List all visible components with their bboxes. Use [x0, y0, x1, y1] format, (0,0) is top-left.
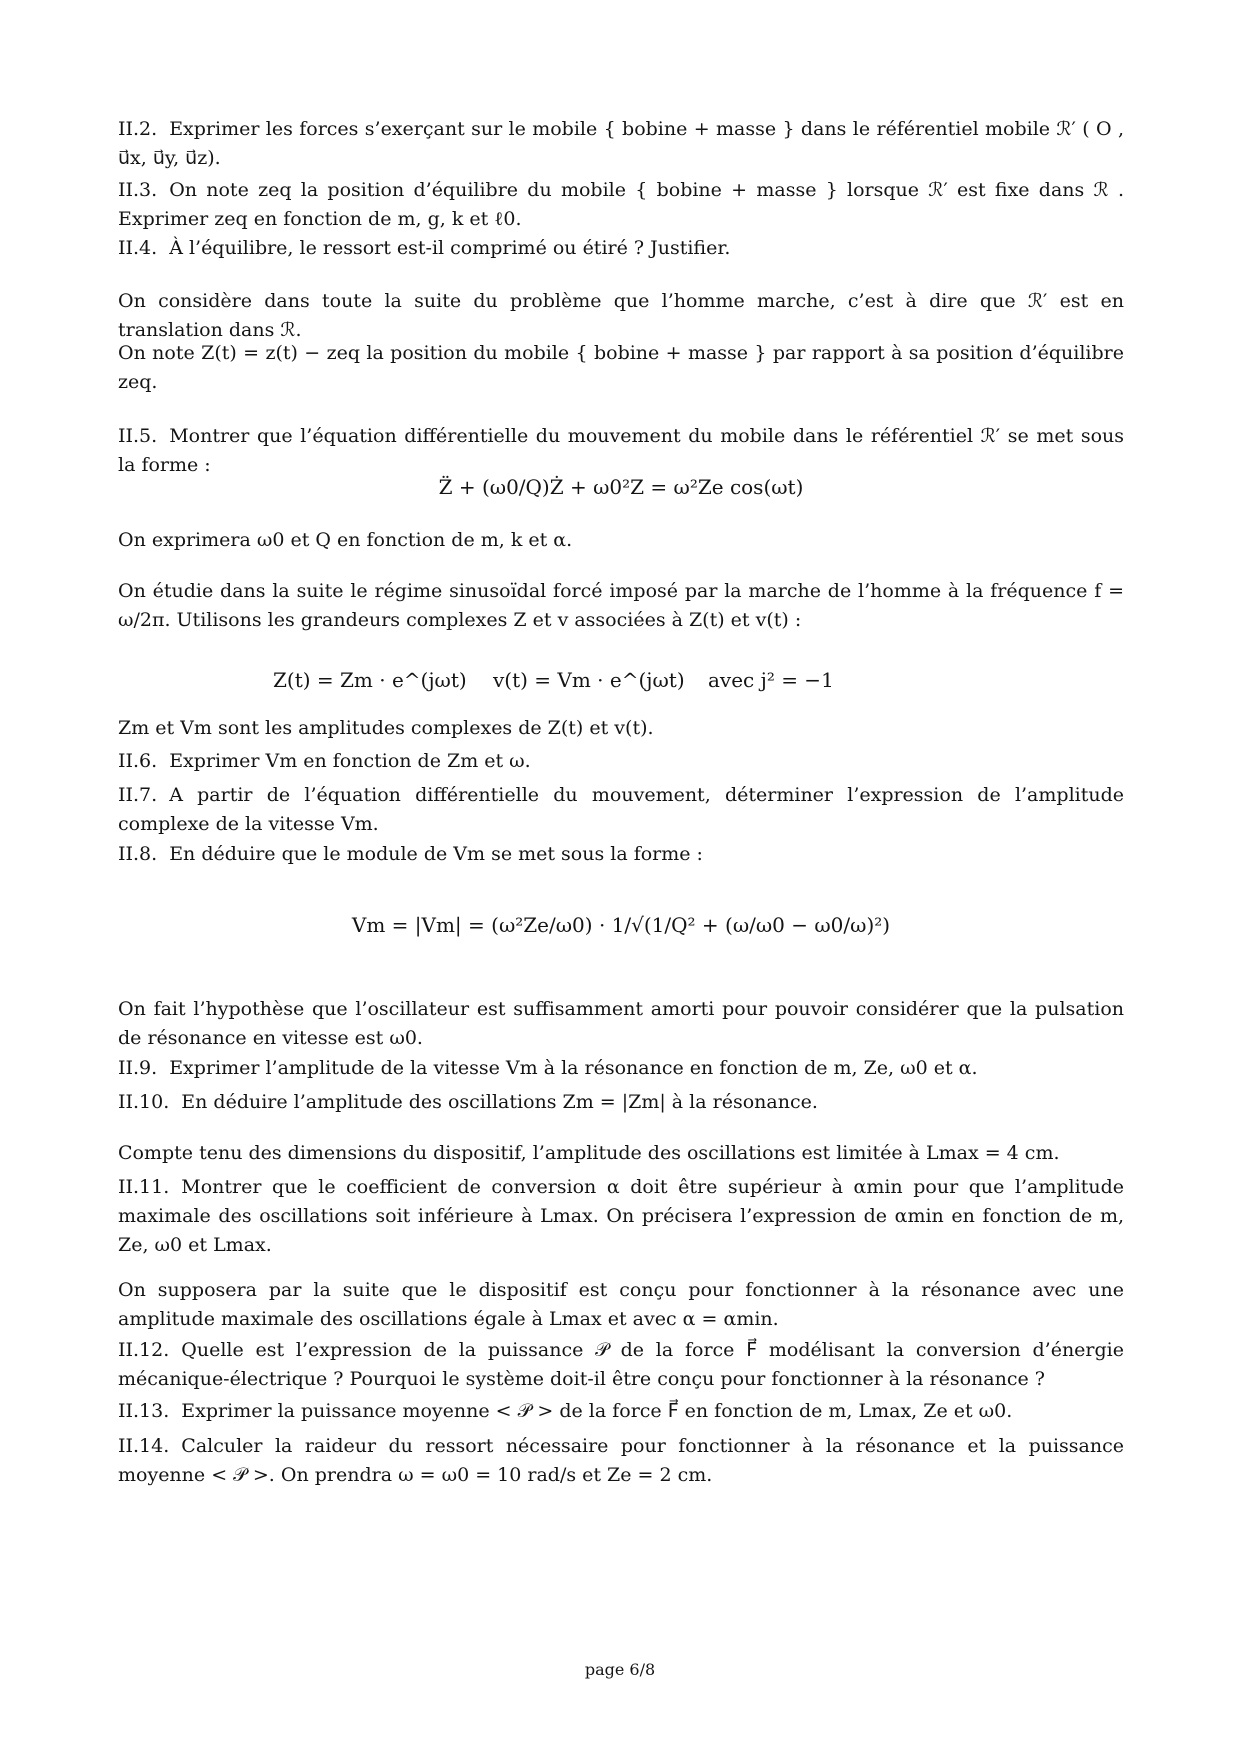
- question-ii-7: II.7. A partir de l’équation différentielle du mouvement, déterminer l’expression de l’amplitude complexe de la vitesse Vm.: [118, 784, 1124, 835]
- question-ii-14: II.14. Calculer la raideur du ressort nécessaire pour fonctionner à la résonance et la puissance moyenne < 𝒫 >. On prendra ω = ω0 = 10 rad/s et Ze = 2 cm.: [118, 1435, 1124, 1486]
- paragraph-design: On supposera par la suite que le dispositif est conçu pour fonctionner à la résonance avec une amplitude maximale des oscillations égale à Lmax et avec α = αmin.: [118, 1279, 1124, 1330]
- paragraph-hypothesis: On fait l’hypothèse que l’oscillateur est suffisamment amorti pour pouvoir considérer que la pulsation de résonance en vitesse est ω0.: [118, 998, 1124, 1049]
- equation-z-complex: Z(t) = Zm · e^(jωt): [273, 668, 467, 692]
- question-ii-6: II.6. Exprimer Vm en fonction de Zm et ω.: [118, 750, 531, 772]
- question-ii-3: II.3. On note zeq la position d’équilibre du mobile { bobine + masse } lorsque ℛ′ est fixe dans ℛ . Exprimer zeq en fonction de m, g, k et ℓ0.: [118, 179, 1124, 230]
- paragraph-walking: On considère dans toute la suite du problème que l’homme marche, c’est à dire que ℛ′ est en translation dans ℛ.: [118, 290, 1124, 341]
- question-ii-4: II.4. À l’équilibre, le ressort est-il comprimé ou étiré ? Justifier.: [118, 237, 731, 259]
- question-ii-13: II.13. Exprimer la puissance moyenne < 𝒫 > de la force F⃗ en fonction de m, Lmax, Ze et ω0.: [118, 1400, 1013, 1422]
- equation-j-definition: avec j² = −1: [708, 668, 834, 692]
- question-ii-11: II.11. Montrer que le coefficient de conversion α doit être supérieur à αmin pour que l’amplitude maximale des oscillations soit inférieure à Lmax. On précisera l’expression de αmin en fonction de m, Ze, ω0 et Lmax.: [118, 1176, 1124, 1256]
- equation-differential: Z̈ + (ω0/Q)Ż + ω0²Z = ω²Ze cos(ωt): [438, 475, 804, 499]
- question-ii-2: II.2. Exprimer les forces s’exerçant sur le mobile { bobine + masse } dans le référentiel mobile ℛ′ ( O , u⃗x, u⃗y, u⃗z).: [118, 118, 1124, 169]
- paragraph-position-z: On note Z(t) = z(t) − zeq la position du mobile { bobine + masse } par rapport à sa position d’équilibre zeq.: [118, 342, 1124, 393]
- page-number: page 6/8: [584, 1660, 656, 1679]
- paragraph-omega-q: On exprimera ω0 et Q en fonction de m, k et α.: [118, 529, 573, 551]
- paragraph-amplitudes: Zm et Vm sont les amplitudes complexes de Z(t) et v(t).: [118, 717, 654, 739]
- question-ii-12: II.12. Quelle est l’expression de la puissance 𝒫 de la force F⃗ modélisant la conversion d’énergie mécanique-électrique ? Pourquoi le système doit-il être conçu pour fonctionner à la résonance ?: [118, 1339, 1124, 1390]
- paragraph-lmax: Compte tenu des dimensions du dispositif, l’amplitude des oscillations est limitée à Lmax = 4 cm.: [118, 1142, 1060, 1164]
- question-ii-10: II.10. En déduire l’amplitude des oscillations Zm = |Zm| à la résonance.: [118, 1091, 818, 1113]
- question-ii-9: II.9. Exprimer l’amplitude de la vitesse Vm à la résonance en fonction de m, Ze, ω0 et α.: [118, 1057, 978, 1079]
- question-ii-5: II.5. Montrer que l’équation différentielle du mouvement du mobile dans le référentiel ℛ′ se met sous la forme :: [118, 425, 1124, 476]
- equation-v-complex: v(t) = Vm · e^(jωt): [493, 668, 685, 692]
- paragraph-forced-regime: On étudie dans la suite le régime sinusoïdal forcé imposé par la marche de l’homme à la fréquence f = ω/2π. Utilisons les grandeurs complexes Z et v associées à Z(t) et v(t) :: [118, 580, 1124, 631]
- question-ii-8: II.8. En déduire que le module de Vm se met sous la forme :: [118, 843, 703, 865]
- equation-vm-module: Vm = |Vm| = (ω²Ze/ω0) · 1/√(1/Q² + (ω/ω0 − ω0/ω)²): [351, 913, 891, 937]
